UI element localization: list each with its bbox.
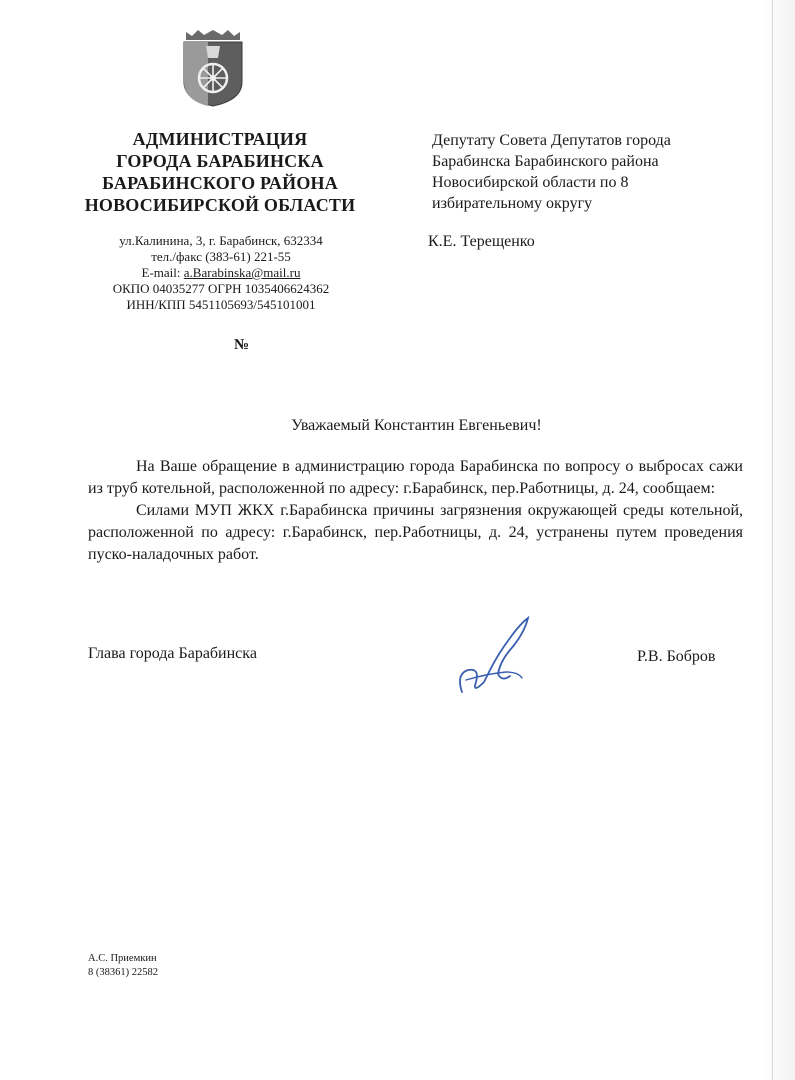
- letter-body: [88, 456, 743, 566]
- email-link[interactable]: a.Barabinska@mail.ru: [183, 265, 301, 280]
- addressee-line: Новосибирской области по 8: [432, 174, 629, 191]
- addressee-line: избирательному округу: [432, 195, 593, 212]
- addressee-name: К.Е. Терещенко: [428, 233, 535, 250]
- org-line: НОВОСИБИРСКОЙ ОБЛАСТИ: [84, 195, 356, 215]
- coat-of-arms-icon: [178, 30, 248, 108]
- org-line: БАРАБИНСКОГО РАЙОНА: [102, 173, 338, 193]
- executor-phone: 8 (38361) 22582: [88, 967, 158, 978]
- executor-name: А.С. Приемкин: [88, 953, 157, 964]
- addressee-line: Депутату Совета Депутатов города: [432, 132, 671, 149]
- org-line: АДМИНИСТРАЦИЯ: [132, 129, 308, 149]
- signatory-title: Глава города Барабинска: [88, 645, 257, 662]
- document-number: №: [234, 337, 250, 353]
- org-address: ул.Калинина, 3, г. Барабинск, 632334: [119, 233, 323, 248]
- contact-details: [80, 233, 362, 313]
- addressee-line: Барабинска Барабинского района: [432, 153, 659, 170]
- page-edge: [772, 0, 773, 1080]
- body-paragraph: На Ваше обращение в администрацию города Барабинска по вопросу о выбросах сажи из труб котельной, расположенной по адресу: г.Барабинск, пер.Работницы, д. 24, сообщаем:: [88, 458, 743, 497]
- org-inn: ИНН/КПП 5451105693/545101001: [126, 297, 316, 312]
- signatory-name: Р.В. Бобров: [637, 648, 716, 665]
- greeting: Уважаемый Константин Евгеньевич!: [291, 417, 542, 434]
- org-email-line: [80, 265, 362, 281]
- org-phone: тел./факс (383-61) 221-55: [151, 249, 291, 264]
- org-line: ГОРОДА БАРАБИНСКА: [116, 151, 324, 171]
- email-label: E-mail:: [141, 265, 184, 280]
- executor-info: [88, 952, 158, 980]
- handwritten-signature: [446, 612, 546, 702]
- addressee-block: [432, 130, 752, 214]
- organization-name: [60, 128, 380, 216]
- org-codes: ОКПО 04035277 ОГРН 1035406624362: [112, 281, 330, 296]
- body-paragraph: Силами МУП ЖКХ г.Барабинска причины загрязнения окружающей среды котельной, расположенной по адресу: г.Барабинск, пер.Работницы, д. 24, устранены путем проведения пуско-наладочных работ.: [88, 502, 743, 563]
